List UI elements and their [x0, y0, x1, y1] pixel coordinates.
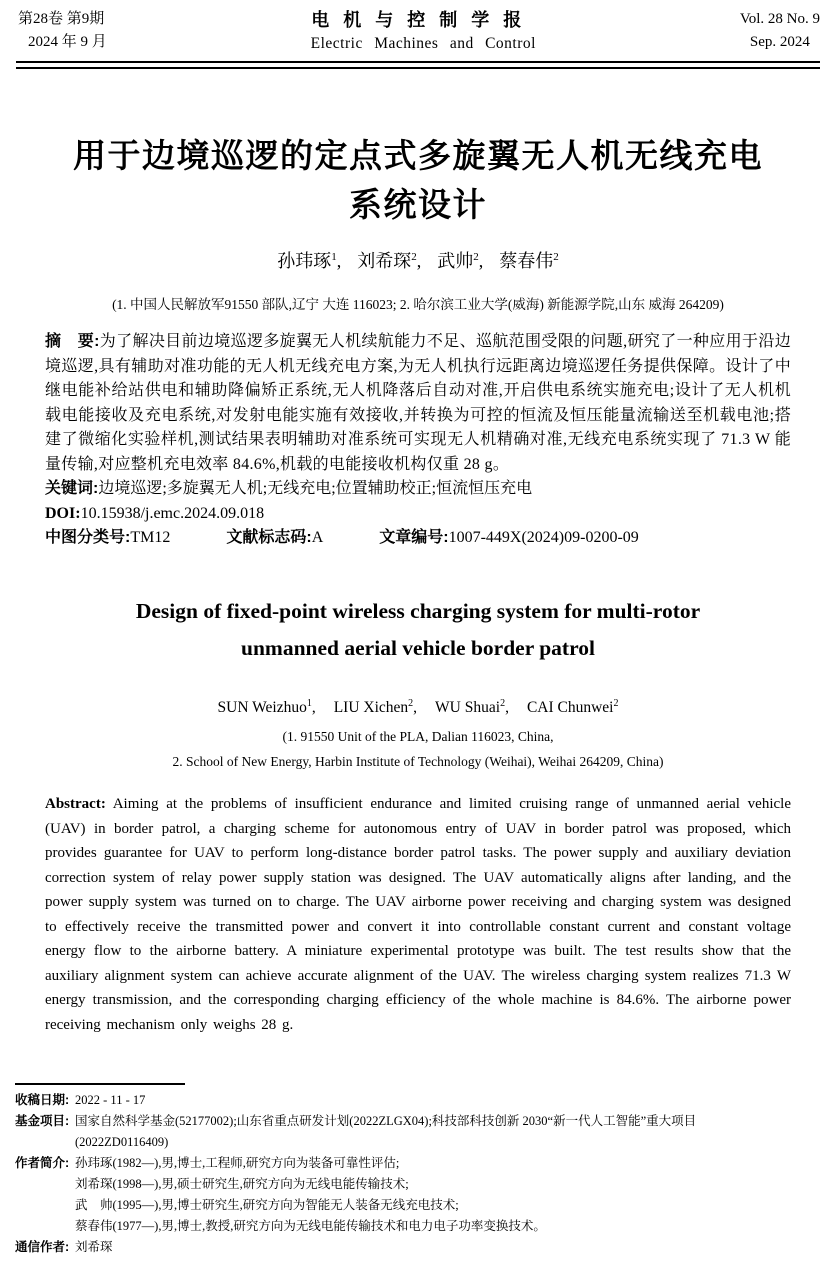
clc-pair	[45, 526, 170, 551]
affiliation-en-line2: 2. School of New Energy, Harbin Institute of Technology (Weihai), Weihai 264209, China)	[172, 754, 664, 769]
received-date-value: 2022 - 11 - 17	[75, 1093, 146, 1107]
journal-header	[18, 8, 820, 55]
article-no-label: 文章编号:	[379, 529, 449, 546]
author-en	[334, 699, 413, 716]
classification-line	[45, 526, 791, 551]
journal-volume-issue-cn: 第28卷 第9期	[18, 11, 105, 27]
doc-code-label: 文献标志码:	[226, 529, 312, 546]
keywords-line	[45, 477, 791, 502]
author-cn-name: 武帅	[437, 251, 474, 271]
doc-code-value: A	[311, 529, 324, 546]
author-en-name: CAI Chunwei	[526, 699, 614, 717]
abstract-text-en: Aiming at the problems of insufficient endurance and limited cruising range of unmanned aerial vehicle (UAV) in border patrol, a charging scheme for autonomous entry of UAV in border patrol was proposed, which provides guarantee for UAV to perform long-distance border patrol tasks. The power supply and auxiliary deviation correction system of relay power supply station was designed. The UAV automatically aligns after landing, and the power supply system was turned on to charge. The UAV airborne power receiving and charging system was designed to effectively receive the transmitted power and convert it into controllable constant current and constant voltage energy flow to the airborne battery. A miniature experimental prototype was built. The test results show that the auxiliary alignment system can achieve accurate alignment of the UAV. The wireless charging system realizes 71.3 W energy transmission, and the corresponding charging efficiency of the whole machine is 84.6%. The airborne power receiving mechanism only weighs 28 g.	[45, 796, 791, 1033]
fund-label: 基金项目:	[15, 1114, 70, 1128]
footnote-divider-rule	[15, 1083, 185, 1085]
journal-header-center	[107, 8, 740, 55]
author-cn	[357, 251, 417, 271]
author-cn-affil-sup: 2	[473, 251, 479, 263]
abstract-en	[45, 792, 791, 1037]
author-en	[435, 699, 505, 716]
author-bio-item: 孙玮琢(1982—),男,博士,工程师,研究方向为装备可靠性评估;	[75, 1156, 400, 1170]
abstract-cn	[45, 330, 791, 477]
article-title-en-line1: Design of fixed-point wireless charging system for multi-rotor	[135, 599, 701, 623]
affiliation-en	[0, 724, 836, 774]
author-separator: ,	[311, 699, 316, 717]
journal-title-cn: 电机与控制学报	[311, 10, 536, 30]
author-bio-item: 刘希琛(1998—),男,硕士研究生,研究方向为无线电能传输技术;	[75, 1177, 409, 1191]
author-separator: ,	[505, 699, 509, 717]
author-cn	[437, 251, 479, 271]
fund-row	[15, 1111, 821, 1153]
author-bio-item: 蔡春伟(1977—),男,博士,教授,研究方向为无线电能传输技术和电力电子功率变换技术。	[75, 1219, 546, 1233]
authors-line-en	[0, 698, 836, 717]
author-en-name: LIU Xichen	[333, 699, 409, 717]
corresponding-author-row	[15, 1237, 821, 1258]
keywords-text: 边境巡逻;多旋翼无人机;无线充电;位置辅助校正;恒流恒压充电	[98, 480, 533, 497]
chinese-meta-block	[45, 330, 791, 551]
doi-line	[45, 502, 791, 527]
fund-line2: (2022ZD0116409)	[75, 1135, 169, 1149]
received-date-row	[15, 1090, 821, 1111]
abstract-text-cn: 为了解决目前边境巡逻多旋翼无人机续航能力不足、巡航范围受限的问题,研究了一种应用于沿边境巡逻,具有辅助对准功能的无人机无线充电方案,为无人机执行远距离边境巡逻任务提供保障。设计了中继电能补给站供电和辅助降偏矫正系统,无人机降落后自动对准,开启供电系统实施充电;设计了无人机机载电能接收及充电系统,对发射电能实施有效接收,并转换为可控的恒流及恒压能量流输送至机载电池;搭建了微缩化实验样机,测试结果表明辅助对准系统可实现无人机精确对准,无线充电系统实现了 71.3 W 能量传输,对应整机充电效率 84.6%,机载的电能接收机构仅重 28 g。	[45, 333, 791, 473]
article-title-cn	[0, 131, 836, 229]
journal-header-right	[740, 8, 820, 54]
article-no-pair	[379, 526, 639, 551]
header-divider-rule	[16, 61, 820, 69]
doc-code-pair	[226, 526, 323, 551]
affiliation-en-line1: (1. 91550 Unit of the PLA, Dalian 116023, China,	[282, 729, 554, 744]
abstract-label-cn: 摘 要:	[45, 333, 100, 350]
article-title-en-line2: unmanned aerial vehicle border patrol	[241, 636, 595, 660]
author-cn-name: 孙玮琢	[277, 251, 332, 271]
abstract-label-en: Abstract:	[45, 796, 106, 812]
author-separator: ,	[416, 251, 422, 271]
journal-header-left	[18, 8, 107, 54]
corresponding-author-value: 刘希琛	[75, 1240, 113, 1254]
author-bio-item: 武 帅(1995—),男,博士研究生,研究方向为智能无人装备无线充电技术;	[75, 1198, 459, 1212]
affiliation-cn: (1. 中国人民解放军91550 部队,辽宁 大连 116023; 2. 哈尔滨工业大学(威海) 新能源学院,山东 威海 264209)	[112, 297, 724, 312]
journal-volume-issue-en: Vol. 28 No. 9	[739, 11, 820, 27]
author-cn-affil-sup: 1	[331, 251, 337, 263]
author-en-affil-sup: 2	[613, 698, 619, 709]
author-en	[527, 699, 619, 716]
author-cn-affil-sup: 2	[411, 251, 417, 263]
author-bio-label: 作者简介:	[15, 1156, 70, 1170]
author-bio-row	[15, 1153, 821, 1237]
clc-value: TM12	[130, 529, 171, 546]
authors-line-cn	[0, 247, 836, 273]
author-en-affil-sup: 2	[500, 698, 506, 709]
fund-line1: 国家自然科学基金(52177002);山东省重点研发计划(2022ZLGX04);科技部科技创新 2030“新一代人工智能”重大项目	[75, 1114, 697, 1128]
author-cn-name: 刘希琛	[357, 251, 412, 271]
author-cn	[499, 251, 559, 271]
doi-label: DOI:	[45, 504, 81, 522]
article-title-en	[0, 593, 836, 667]
author-cn	[277, 251, 337, 271]
author-en-affil-sup: 1	[306, 698, 312, 709]
journal-date-cn: 2024 年 9 月	[28, 34, 107, 50]
journal-date-en: Sep. 2024	[749, 34, 810, 50]
corresponding-author-label: 通信作者:	[15, 1240, 70, 1254]
author-en	[218, 699, 312, 716]
received-date-label: 收稿日期:	[15, 1093, 70, 1107]
author-separator: ,	[413, 699, 418, 717]
article-no-value: 1007-449X(2024)09-0200-09	[448, 529, 639, 546]
author-en-name: SUN Weizhuo	[217, 699, 307, 717]
footnote-block	[15, 1083, 821, 1258]
clc-label: 中图分类号:	[45, 529, 131, 546]
author-separator: ,	[478, 251, 484, 271]
author-cn-name: 蔡春伟	[499, 251, 554, 271]
keywords-label: 关键词:	[45, 480, 99, 497]
author-bio-content	[75, 1153, 821, 1237]
article-title-cn-line1: 用于边境巡逻的定点式多旋翼无人机无线充电	[73, 137, 763, 174]
fund-content	[75, 1111, 821, 1153]
doi-value: 10.15938/j.emc.2024.09.018	[80, 504, 265, 522]
author-en-affil-sup: 2	[408, 698, 414, 709]
article-title-cn-line2: 系统设计	[349, 186, 487, 223]
author-en-name: WU Shuai	[435, 699, 501, 717]
author-cn-affil-sup: 2	[553, 251, 559, 263]
journal-title-en: Electric Machines and Control	[310, 35, 536, 52]
author-separator: ,	[336, 251, 342, 271]
